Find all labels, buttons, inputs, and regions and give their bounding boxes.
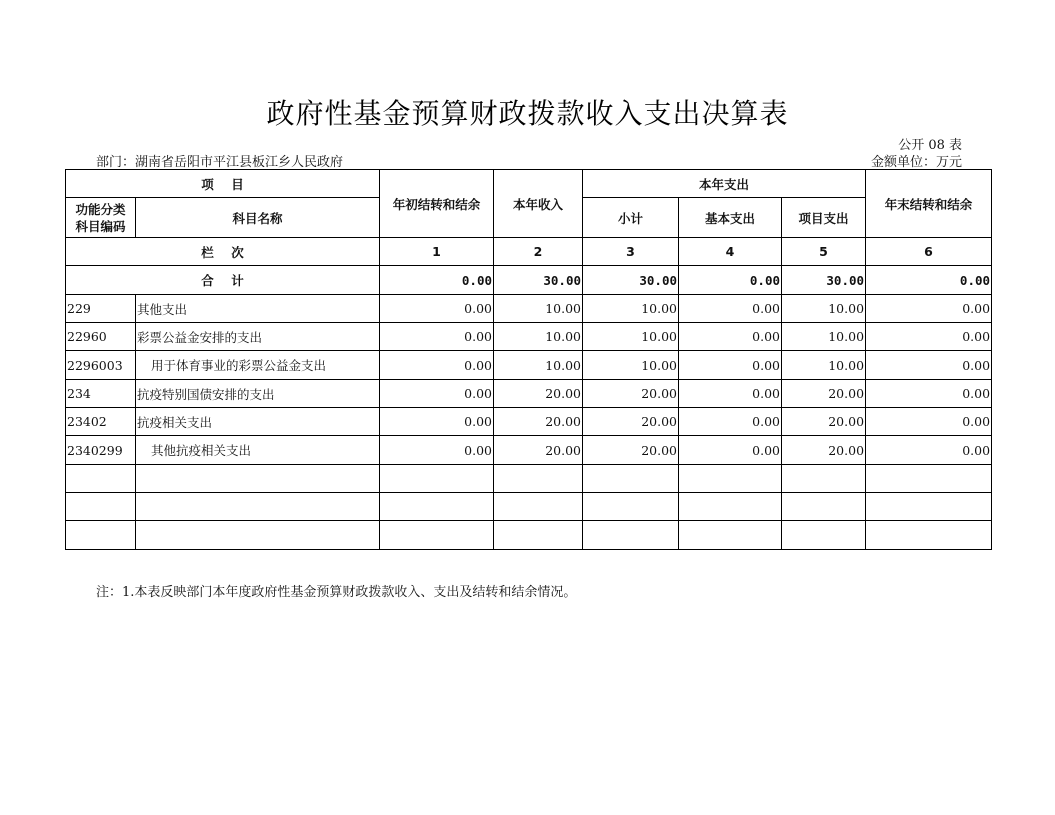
row-income: 20.00 — [494, 436, 583, 465]
row-name: 抗疫相关支出 — [136, 408, 380, 436]
row-project: 20.00 — [782, 380, 866, 408]
row-name: 其他支出 — [136, 295, 380, 323]
row-end: 0.00 — [866, 295, 992, 323]
row-name: 其他抗疫相关支出 — [136, 436, 380, 465]
row-name: 用于体育事业的彩票公益金支出 — [136, 351, 380, 380]
row-begin: 0.00 — [380, 408, 494, 436]
header-subject-name: 科目名称 — [136, 198, 380, 238]
row-begin: 0.00 — [380, 380, 494, 408]
header-end-balance: 年末结转和结余 — [866, 170, 992, 238]
row-project: 20.00 — [782, 436, 866, 465]
row-number-label: 栏 次 — [66, 238, 380, 266]
row-subtotal: 20.00 — [583, 436, 679, 465]
row-code: 234 — [66, 380, 136, 408]
row-end: 0.00 — [866, 408, 992, 436]
row-subtotal: 10.00 — [583, 323, 679, 351]
col-no-1: 1 — [380, 238, 494, 266]
footnote: 注：1.本表反映部门本年度政府性基金预算财政拨款收入、支出及结转和结余情况。 — [96, 585, 577, 600]
row-basic: 0.00 — [679, 323, 782, 351]
budget-table — [65, 169, 992, 550]
row-project: 10.00 — [782, 295, 866, 323]
row-basic: 0.00 — [679, 380, 782, 408]
row-end: 0.00 — [866, 323, 992, 351]
total-begin: 0.00 — [380, 266, 494, 295]
table-row — [66, 436, 992, 465]
row-code: 2296003 — [66, 351, 136, 380]
total-row — [66, 266, 992, 295]
row-begin: 0.00 — [380, 436, 494, 465]
col-no-5: 5 — [782, 238, 866, 266]
row-income: 10.00 — [494, 295, 583, 323]
row-subtotal: 20.00 — [583, 408, 679, 436]
total-subtotal: 30.00 — [583, 266, 679, 295]
col-no-6: 6 — [866, 238, 992, 266]
row-begin: 0.00 — [380, 295, 494, 323]
col-no-2: 2 — [494, 238, 583, 266]
total-income: 30.00 — [494, 266, 583, 295]
header-subtotal: 小计 — [583, 198, 679, 238]
row-end: 0.00 — [866, 436, 992, 465]
row-name: 彩票公益金安排的支出 — [136, 323, 380, 351]
row-basic: 0.00 — [679, 408, 782, 436]
total-end: 0.00 — [866, 266, 992, 295]
row-begin: 0.00 — [380, 323, 494, 351]
header-begin-balance: 年初结转和结余 — [380, 170, 494, 238]
row-code: 22960 — [66, 323, 136, 351]
header-project: 项目支出 — [782, 198, 866, 238]
row-basic: 0.00 — [679, 295, 782, 323]
row-begin: 0.00 — [380, 351, 494, 380]
header-expense: 本年支出 — [583, 170, 866, 198]
row-project: 10.00 — [782, 351, 866, 380]
header-income: 本年收入 — [494, 170, 583, 238]
col-no-4: 4 — [679, 238, 782, 266]
col-no-3: 3 — [583, 238, 679, 266]
header-item: 项 目 — [66, 170, 380, 198]
table-row — [66, 351, 992, 380]
row-end: 0.00 — [866, 351, 992, 380]
row-end: 0.00 — [866, 380, 992, 408]
row-income: 10.00 — [494, 323, 583, 351]
page-title: 政府性基金预算财政拨款收入支出决算表 — [266, 97, 789, 130]
table-row — [66, 408, 992, 436]
row-income: 20.00 — [494, 408, 583, 436]
total-label: 合 计 — [66, 266, 380, 295]
table-row — [66, 380, 992, 408]
table-row — [66, 323, 992, 351]
department-label: 部门：湖南省岳阳市平江县板江乡人民政府 — [96, 155, 344, 170]
row-subtotal: 10.00 — [583, 351, 679, 380]
row-basic: 0.00 — [679, 436, 782, 465]
header-basic: 基本支出 — [679, 198, 782, 238]
row-income: 20.00 — [494, 380, 583, 408]
total-project: 30.00 — [782, 266, 866, 295]
empty-row — [66, 465, 992, 493]
header-func-code: 功能分类 科目编码 — [66, 198, 136, 238]
form-number: 公开 08 表 — [898, 138, 962, 153]
empty-row — [66, 521, 992, 550]
row-basic: 0.00 — [679, 351, 782, 380]
row-name: 抗疫特别国债安排的支出 — [136, 380, 380, 408]
row-subtotal: 20.00 — [583, 380, 679, 408]
row-project: 10.00 — [782, 323, 866, 351]
row-subtotal: 10.00 — [583, 295, 679, 323]
table-row — [66, 295, 992, 323]
row-project: 20.00 — [782, 408, 866, 436]
unit-label: 金额单位：万元 — [870, 155, 962, 170]
empty-row — [66, 493, 992, 521]
row-income: 10.00 — [494, 351, 583, 380]
total-basic: 0.00 — [679, 266, 782, 295]
row-code: 2340299 — [66, 436, 136, 465]
row-code: 23402 — [66, 408, 136, 436]
row-code: 229 — [66, 295, 136, 323]
